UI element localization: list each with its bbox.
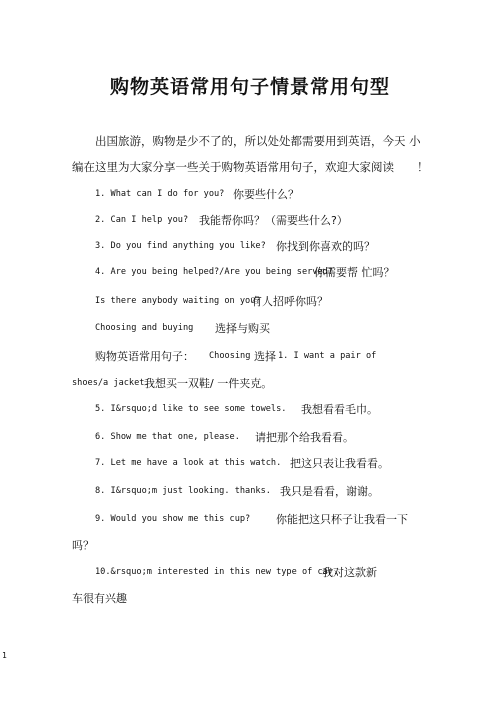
section-choosing-zh: 选择: [254, 350, 276, 363]
phrase-8-en: 7. Let me have a look at this watch.: [95, 458, 282, 468]
phrase-1-zh: 你要些什么？: [233, 188, 299, 201]
section-wrap-en: shoes/a jacket.: [72, 378, 150, 388]
phrase-3-zh: 你找到你喜欢的吗？: [276, 240, 375, 253]
intro-line-2: 编在这里为大家分享一些关于购物英语常用句子，欢迎大家阅读 ！: [72, 160, 429, 174]
phrase-11-wrap: 车很有兴趣: [72, 592, 127, 605]
phrase-9-en: 8. I&rsquo;m just looking. thanks.: [95, 486, 271, 496]
intro-line-1: 出国旅游，购物是少不了的，所以处处都需要用到英语，今天 小: [95, 134, 421, 148]
page-number: 1: [2, 651, 7, 660]
phrase-7-zh: 请把那个给我看看。: [255, 431, 354, 444]
heading-choosing-en: Choosing and buying: [95, 323, 194, 333]
phrase-3-en: 3. Do you find anything you like?: [95, 241, 266, 251]
heading-choosing-zh: 选择与购买: [215, 322, 270, 335]
phrase-8-zh: 把这只表让我看看。: [290, 457, 389, 470]
document-title: 购物英语常用句子情景常用句型: [109, 76, 390, 98]
phrase-4-zh: 你需要帮 忙吗？: [314, 266, 395, 279]
phrase-6-zh: 我想看看毛巾。: [301, 403, 378, 416]
phrase-9-zh: 我只是看看，谢谢。: [280, 485, 379, 498]
section-label-zh: 购物英语常用句子：: [95, 350, 194, 363]
phrase-11-zh: 我对这款新: [322, 566, 377, 579]
phrase-5-zh: 有人招呼你吗？: [251, 295, 328, 308]
phrase-7-en: 6. Show me that one, please.: [95, 432, 240, 442]
phrase-4-en: 4. Are you being helped?/Are you being served?: [95, 267, 333, 277]
phrase-5-en: Is there anybody waiting on you?: [95, 296, 261, 306]
phrase-2-zh: 我能帮你吗？（需要些什么?）: [199, 214, 348, 227]
phrase-2-en: 2. Can I help you?: [95, 215, 189, 225]
section-choosing-en: Choosing: [209, 351, 251, 361]
phrase-10-zh: 你能把这只杯子让我看一下: [276, 513, 408, 526]
section-wrap-zh: 我想买一双鞋/ 一件夹克。: [144, 377, 273, 390]
phrase-1-en: 1. What can I do for you?: [95, 189, 225, 199]
section-phrase-en: 1. I want a pair of: [278, 351, 377, 361]
phrase-10-wrap: 吗？: [72, 539, 94, 552]
phrase-10-en: 9. Would you show me this cup?: [95, 514, 251, 524]
phrase-6-en: 5. I&rsquo;d like to see some towels.: [95, 404, 287, 414]
phrase-11-en: 10.&rsquo;m interested in this new type of car.: [95, 567, 339, 577]
